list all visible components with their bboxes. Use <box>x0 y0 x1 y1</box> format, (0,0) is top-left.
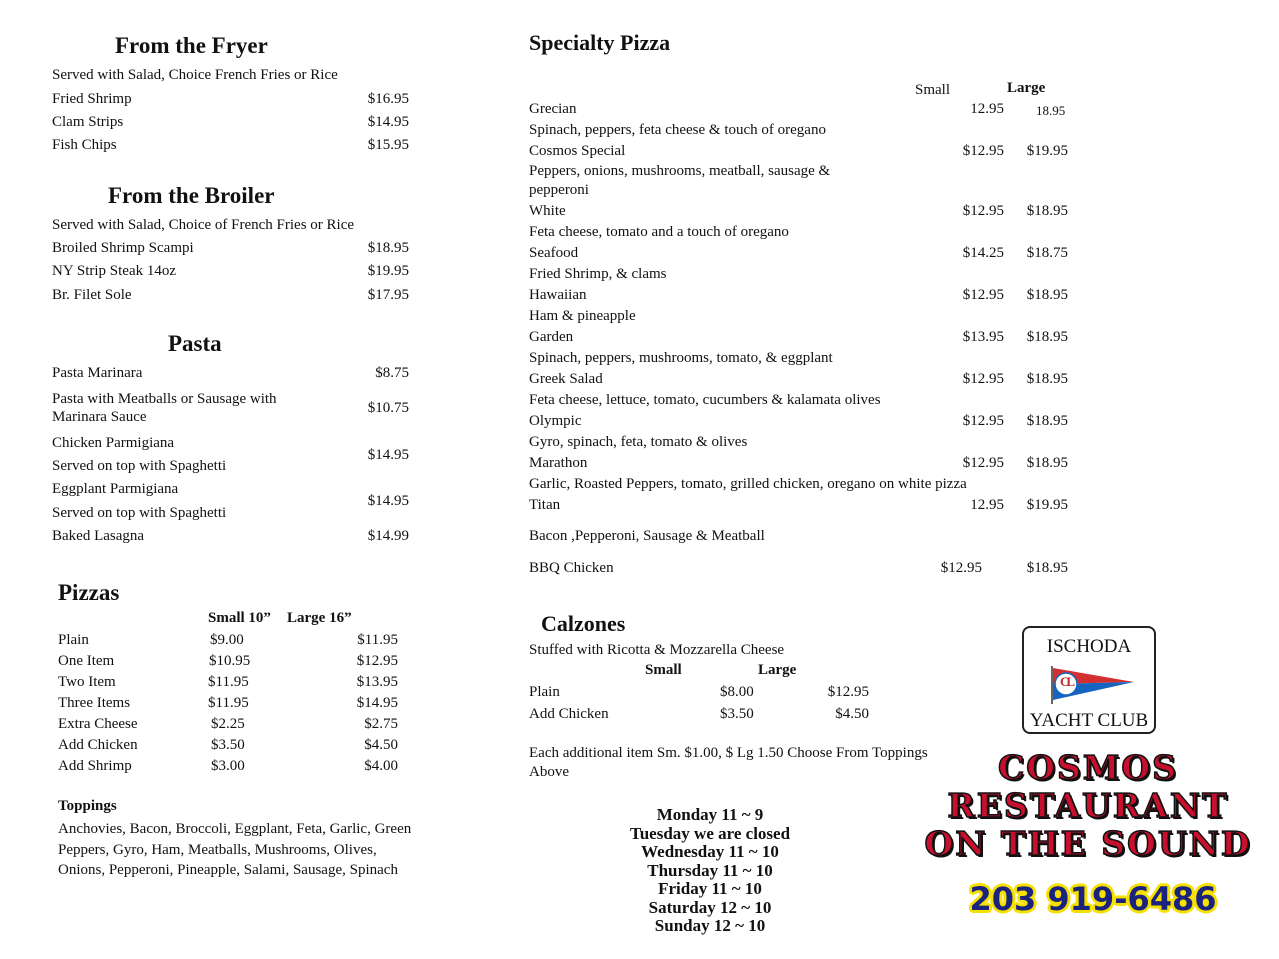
menu-item-price-small: $12.95 <box>962 371 1004 387</box>
menu-item-price-small: $13.95 <box>962 329 1004 345</box>
specialty-col-small: Small <box>915 82 951 98</box>
menu-item-desc: Served on top with Spaghetti <box>52 505 227 521</box>
logo-top-text: ISCHODA <box>1046 636 1132 657</box>
menu-item-price-small: $3.50 <box>211 737 245 753</box>
menu-item-price-large: $18.95 <box>1026 329 1068 345</box>
menu-item-name: Clam Strips <box>52 114 124 130</box>
menu-item-name: NY Strip Steak 14oz <box>52 263 177 279</box>
fryer-note: Served with Salad, Choice French Fries or Rice <box>52 67 338 83</box>
menu-item-price: $14.95 <box>367 493 409 509</box>
menu-item-name: Three Items <box>58 695 131 711</box>
logo-bottom-text: YACHT CLUB <box>1029 710 1149 731</box>
yacht-club-logo <box>1022 626 1156 734</box>
menu-item-desc: Bacon ,Pepperoni, Sausage & Meatball <box>529 528 765 544</box>
menu-item-price: $10.75 <box>367 400 409 416</box>
menu-item-name: Pasta with Meatballs or Sausage with Marinara Sauce <box>52 391 277 425</box>
menu-item-desc: Feta cheese, tomato and a touch of oregano <box>529 224 789 240</box>
menu-item-name: Greek Salad <box>529 371 603 387</box>
menu-item-name: Pasta Marinara <box>52 365 143 381</box>
specialty-col-large: Large <box>1007 80 1046 96</box>
restaurant-name-line3: ON THE SOUND <box>924 824 1252 863</box>
menu-item-desc: Gyro, spinach, feta, tomato & olives <box>529 434 748 450</box>
menu-item-name: Olympic <box>529 413 582 429</box>
toppings-title: Toppings <box>58 798 117 814</box>
menu-item-price-large: $18.95 <box>1026 287 1068 303</box>
menu-item-price-large: $12.95 <box>356 653 398 669</box>
pizzas-col-large: Large 16” <box>287 610 352 626</box>
menu-item-name: White <box>529 203 566 219</box>
menu-item-price-large: $11.95 <box>357 632 398 648</box>
menu-item-name: Br. Filet Sole <box>52 287 132 303</box>
menu-item-name: Baked Lasagna <box>52 528 145 544</box>
hours-monday: Monday 11 ~ 9 <box>656 805 764 824</box>
menu-item-name: Hawaiian <box>529 287 587 303</box>
menu-item-price: $16.95 <box>367 91 409 107</box>
menu-item-price-small: $3.50 <box>720 706 754 722</box>
menu-item-name: Eggplant Parmigiana <box>52 481 179 497</box>
hours-saturday: Saturday 12 ~ 10 <box>648 897 772 917</box>
menu-item-price-small: $12.95 <box>962 203 1004 219</box>
broiler-note: Served with Salad, Choice of French Fries or Rice <box>52 217 355 233</box>
menu-item-name: Chicken Parmigiana <box>52 435 175 451</box>
menu-item-price-small: $9.00 <box>210 632 244 648</box>
restaurant-phone: 203 919-6486 <box>969 880 1217 918</box>
menu-item-name: Marathon <box>529 455 588 471</box>
menu-item-price-small: $3.00 <box>211 758 245 774</box>
menu-item-price-small: $12.95 <box>962 287 1004 303</box>
fryer-title: From the Fryer <box>115 33 268 58</box>
menu-item-price-large: $18.95 <box>1026 560 1068 576</box>
menu-item-price-large: $14.95 <box>356 695 398 711</box>
menu-item-price: $14.95 <box>367 114 409 130</box>
menu-item-price: $19.95 <box>367 263 409 279</box>
menu-item-price-large: $19.95 <box>1026 497 1068 513</box>
menu-item-price-large: $18.95 <box>1026 413 1068 429</box>
menu-item-price-small: $12.95 <box>962 413 1004 429</box>
pizzas-col-small: Small 10” <box>208 610 271 626</box>
menu-item-name: Add Chicken <box>529 706 609 722</box>
menu-item-name: Add Shrimp <box>58 758 132 774</box>
menu-item-name: Add Chicken <box>58 737 138 753</box>
pasta-title: Pasta <box>168 331 222 356</box>
menu-item-name: BBQ Chicken <box>529 560 614 576</box>
menu-item-name: Broiled Shrimp Scampi <box>52 240 194 256</box>
menu-item-price-large: $4.50 <box>364 737 398 753</box>
hours-wednesday: Wednesday 11 ~ 10 <box>641 842 779 861</box>
menu-item-price-large: $13.95 <box>356 674 398 690</box>
hours-sunday: Sunday 12 ~ 10 <box>654 916 766 935</box>
menu-item-price-small: $12.95 <box>962 143 1004 159</box>
menu-item-price-small: 12.95 <box>970 101 1004 117</box>
menu-item-price-small: $8.00 <box>720 684 754 700</box>
menu-item-name: Cosmos Special <box>529 143 626 159</box>
calzones-col-large: Large <box>758 662 797 678</box>
menu-item-price-large: $4.00 <box>364 758 398 774</box>
menu-item-price-large: $18.95 <box>1026 203 1068 219</box>
menu-item-price-large: $2.75 <box>364 716 398 732</box>
menu-item-price-large: 18.95 <box>1036 103 1066 118</box>
menu-item-desc: Feta cheese, lettuce, tomato, cucumbers & kalamata olives <box>529 392 881 408</box>
menu-item-price-small: 12.95 <box>970 497 1004 513</box>
menu-item-name: Fried Shrimp <box>52 91 132 107</box>
menu-item-price-large: $19.95 <box>1026 143 1068 159</box>
hours-friday: Friday 11 ~ 10 <box>658 879 762 898</box>
menu-item-price: $8.75 <box>375 365 409 381</box>
menu-item-name: Seafood <box>529 245 579 261</box>
menu-item-desc: Peppers, onions, mushrooms, meatball, sausage & pepperoni <box>529 163 831 198</box>
menu-item-price-small: $11.95 <box>208 674 249 690</box>
menu-item-price-small: $2.25 <box>211 716 245 732</box>
restaurant-name-line1: COSMOS <box>998 748 1178 787</box>
menu-item-price-large: $4.50 <box>835 706 869 722</box>
menu-item-desc: Fried Shrimp, & clams <box>529 266 667 282</box>
menu-item-name: Extra Cheese <box>58 716 138 732</box>
menu-item-name: One Item <box>58 653 115 669</box>
menu-item-name: Titan <box>529 497 561 513</box>
menu-item-name: Plain <box>529 684 560 700</box>
menu-item-price-small: $10.95 <box>209 653 251 669</box>
hours-tuesday: Tuesday we are closed <box>629 823 791 843</box>
menu-item-price-small: $12.95 <box>940 560 982 576</box>
menu-item-price-small: $12.95 <box>962 455 1004 471</box>
menu-item-name: Plain <box>58 632 89 648</box>
toppings-list: Anchovies, Bacon, Broccoli, Eggplant, Feta, Garlic, Green Peppers, Gyro, Ham, Meatballs, Mushrooms, Olives, Onions, Pepperoni, Pineapple, Salami, Sausage, Spinach <box>58 821 412 878</box>
menu-item-price-large: $18.95 <box>1026 455 1068 471</box>
specialty-title: Specialty Pizza <box>529 30 671 55</box>
calzones-extra-note: Each additional item Sm. $1.00, $ Lg 1.50 Choose From Toppings Above <box>529 745 928 780</box>
menu-item-price: $14.99 <box>367 528 409 544</box>
menu-item-price-small: $11.95 <box>208 695 249 711</box>
menu-item-price-large: $12.95 <box>827 684 869 700</box>
logo-monogram: CL <box>1059 674 1073 689</box>
menu-item-name: Garden <box>529 329 574 345</box>
menu-item-name: Grecian <box>529 101 577 117</box>
menu-item-desc: Ham & pineapple <box>529 308 636 324</box>
menu-item-price: $17.95 <box>367 287 409 303</box>
menu-item-price: $15.95 <box>367 137 409 153</box>
menu-item-desc: Served on top with Spaghetti <box>52 458 227 474</box>
menu-item-price-small: $14.25 <box>962 245 1004 261</box>
menu-item-desc: Garlic, Roasted Peppers, tomato, grilled chicken, oregano on white pizza <box>529 476 967 492</box>
menu-item-desc: Spinach, peppers, feta cheese & touch of oregano <box>529 122 826 138</box>
menu-item-price-large: $18.75 <box>1026 245 1068 261</box>
menu-item-name: Two Item <box>58 674 116 690</box>
hours-thursday: Thursday 11 ~ 10 <box>647 860 773 880</box>
calzones-title: Calzones <box>541 611 626 636</box>
menu-item-name: Fish Chips <box>52 137 117 153</box>
calzones-note: Stuffed with Ricotta & Mozzarella Cheese <box>529 642 785 658</box>
restaurant-name-line2: RESTAURANT <box>947 786 1229 825</box>
menu-item-price: $14.95 <box>367 447 409 463</box>
calzones-col-small: Small <box>645 662 682 678</box>
menu-item-price: $18.95 <box>367 240 409 256</box>
menu-item-price-large: $18.95 <box>1026 371 1068 387</box>
broiler-title: From the Broiler <box>108 183 275 208</box>
pizzas-title: Pizzas <box>58 580 120 605</box>
menu-item-desc: Spinach, peppers, mushrooms, tomato, & eggplant <box>529 350 833 366</box>
